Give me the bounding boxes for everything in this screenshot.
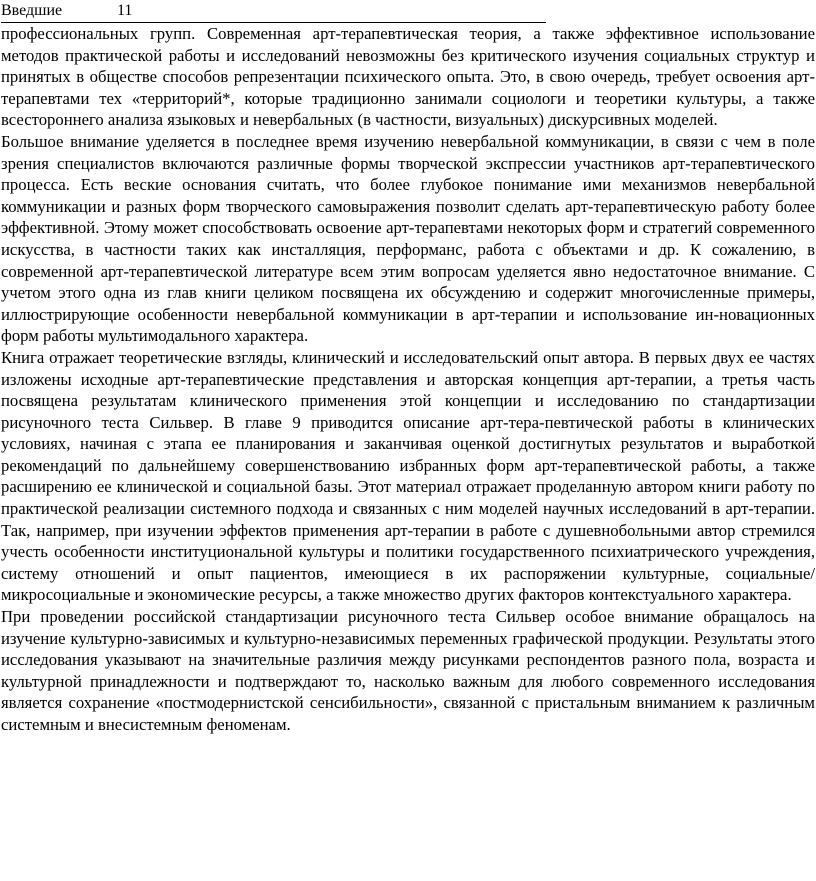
body-text	[1, 23, 815, 736]
paragraph: Книга отражает теоретические взгляды, клинический и исследовательский опыт автора. В первых двух ее частях изложены исходные арт-терапевтические представления и авторская концепция арт-терапии, а третья часть посвящена результатам клинического применения этой концепции и исследованию по стандартизации рисуночного теста Сильвер. В главе 9 приводится описание арт-тера-певтической работы в клинических условиях, начиная с этапа ее планирования и заканчивая оценкой достигнутых результатов и выработкой рекомендаций по дальнейшему совершенствованию избранных форм арт-терапевтической работы, а также расширению ее клинической и социальной базы. Этот материал отражает проделанную автором книги работу по практической реализации системного подхода и связанных с ним моделей научных исследований в арт-терапии. Так, например, при изучении эффектов применения арт-терапии в работе с душевнобольными автор стремился учесть особенности институциональной культуры и политики государственного психиатрического учреждения, систему отношений и опыт пациентов, имеющиеся в их распоряжении культурные, социальные/микросоциальные и экономические ресурсы, а также множество других факторов контекстуального характера.	[1, 347, 815, 605]
header-section-title: Введшие	[1, 2, 63, 19]
page-number: 11	[117, 2, 133, 19]
paragraph: Большое внимание уделяется в последнее время изучению невербальной коммуникации, в связи с чем в поле зрения специалистов включаются различные формы творческой экспрессии участников арт-терапевтического процесса. Есть веские основания считать, что более глубокое понимание ими механизмов невербальной коммуникации и разных форм творческого самовыражения позволит сделать арт-терапевтическую работу более эффективной. Этому может способствовать освоение арт-терапевтами некоторых форм и стратегий современного искусства, в частности таких как инсталляция, перформанс, работа с объектами и др. К сожалению, в современной арт-терапевтической литературе всем этим вопросам уделяется явно недостаточное внимание. С учетом этого одна из глав книги целиком посвящена их обсуждению и содержит многочисленные примеры, иллюстрирующие особенности невербальной коммуникации в арт-терапии и использование ин-новационных форм работы мультимодального характера.	[1, 131, 815, 346]
paragraph: профессиональных групп. Современная арт-терапевтическая теория, а также эффективное использование методов практической работы и исследований невозможны без критического изучения социальных структур и принятых в обществе способов репрезентации психического опыта. Это, в свою очередь, требует освоения арт-терапевтами тех «территорий*, которые традиционно занимали социологи и теоретики культуры, а также всестороннего анализа языковых и невербальных (в частности, визуальных) дискурсивных моделей.	[1, 24, 815, 130]
running-header	[1, 0, 546, 23]
paragraph: При проведении российской стандартизации рисуночного теста Сильвер особое внимание обращалось на изучение культурно-зависимых и культурно-независимых переменных графической продукции. Результаты этого исследования указывают на значительные различия между рисунками респондентов разного пола, возраста и культурной принадлежности и подтверждают то, насколько важным для любого современного исследования является сохранение «постмодернистской сенсибильности», связанной с пристальным вниманием к различным системным и внесистемным феноменам.	[1, 607, 815, 734]
